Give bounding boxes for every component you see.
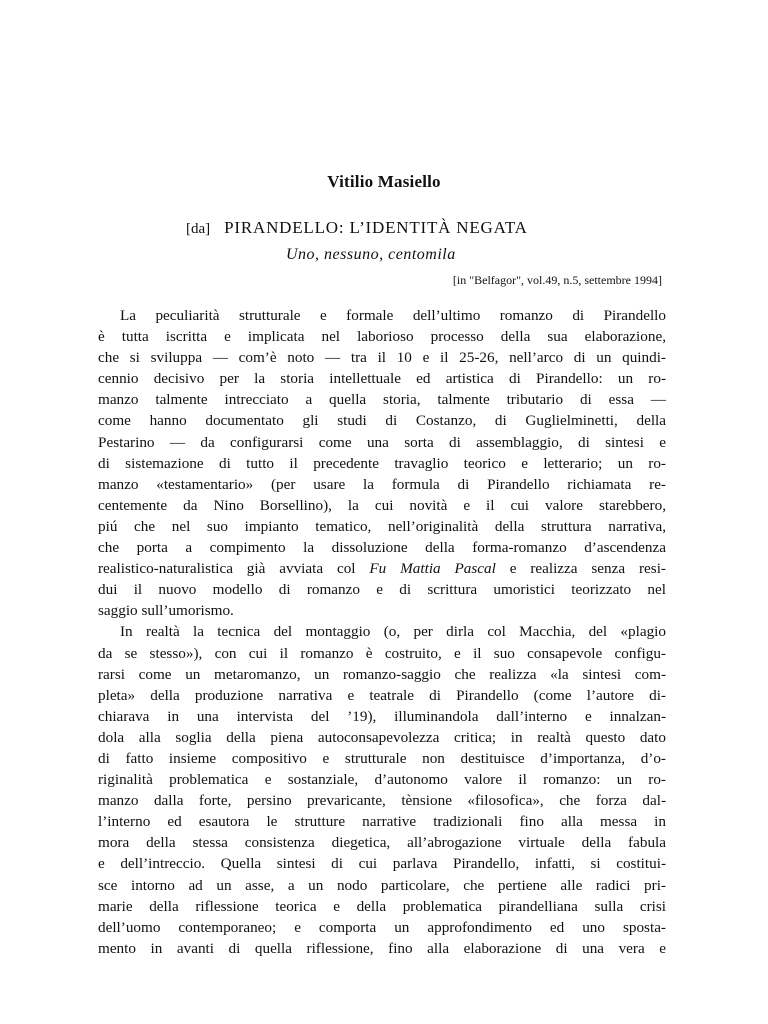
book-title-italic: Fu Mattia Pascal	[369, 560, 496, 578]
text-line: centemente da Nino Borsellino), la cui novità e il cui valore starebbero,	[98, 496, 666, 514]
text-line: Pestarino — da configurarsi come una sorta di assemblaggio, di sintesi e	[98, 433, 666, 451]
text-line: mento in avanti di quella riflessione, fino alla elaborazione di una vera e	[98, 939, 666, 957]
text-line: riginalità problematica e sostanziale, d’autonomo valore il romanzo: un ro-	[98, 771, 666, 789]
text-line	[98, 558, 666, 579]
body-text	[98, 305, 666, 959]
text-line: che porta a compimento la dissoluzione della forma-romanzo d’ascendenza	[98, 539, 666, 557]
text-line: manzo talmente intrecciato a quella storia, talmente tributario di essa —	[98, 391, 666, 409]
text-line: di fatto insieme compositivo e strutturale non destituisce d’importanza, d’o-	[98, 749, 666, 767]
text-line: manzo «testamentario» (per usare la formula di Pirandello richiamata re-	[98, 475, 666, 493]
text-line: pleta» della produzione narrativa e teatrale di Pirandello (come l’autore di-	[98, 686, 666, 704]
title-prefix: [da]	[186, 221, 211, 237]
article-subtitle: Uno, nessuno, centomila	[286, 246, 456, 263]
text-line: di sistemazione di tutto il precedente travaglio teorico e letterario; un ro-	[98, 454, 666, 472]
text-line: sce intorno ad un asse, a un nodo particolare, che pertiene alle radici pri-	[98, 876, 666, 894]
title-line	[186, 218, 528, 238]
text-line: piú che nel suo impianto tematico, nell’originalità della struttura narrativa,	[98, 517, 666, 535]
text-line: e dell’intreccio. Quella sintesi di cui parlava Pirandello, infatti, si costitui-	[98, 855, 666, 873]
source-citation: [in "Belfagor", vol.49, n.5, settembre 1994]	[452, 273, 662, 287]
text-line: l’interno ed esautora le strutture narrative tradizionali fino alla messa in	[98, 813, 666, 831]
text-line: dui il nuovo modello di romanzo e di scrittura umoristici teorizzato nel	[98, 581, 666, 599]
text-line: come hanno documentato gli studi di Costanzo, di Guglielminetti, della	[98, 412, 666, 430]
text-line: è tutta iscritta e implicata nel laborioso processo della sua elaborazione,	[98, 328, 666, 346]
text-line: dola alla soglia della piena autoconsapevolezza critica; in realtà questo dato	[98, 728, 666, 746]
text-line: rarsi come un metaromanzo, un romanzo-saggio che realizza «la sintesi com-	[98, 665, 666, 683]
text-line: dell’uomo contemporaneo; e comporta un approfondimento ed uno sposta-	[98, 918, 666, 936]
text-line: chiarava in una intervista del ’19), illuminandola dall’interno e innalzan-	[98, 707, 666, 725]
text-line: La peculiarità strutturale e formale dell’ultimo romanzo di Pirandello	[120, 307, 666, 324]
text-line: In realtà la tecnica del montaggio (o, per dirla col Macchia, del «plagio	[120, 623, 666, 641]
text-line: saggio sull’umorismo.	[98, 602, 234, 620]
text-line: da se stesso»), con cui il romanzo è costruito, e il suo consapevole configu-	[98, 644, 666, 662]
author-name: Vitilio Masiello	[327, 172, 441, 191]
text-line: che si sviluppa — com’è noto — tra il 10 e il 25-26, nell’arco di un quindi-	[98, 349, 666, 367]
text-line: marie della riflessione teorica e della problematica pirandelliana sulla crisi	[98, 897, 666, 915]
text-segment: e realizza senza resi-	[495, 560, 666, 578]
text-segment: realistico-naturalistica già avviata col	[98, 560, 370, 578]
text-line: manzo dalla forte, persino prevaricante, tènsione «filosofica», che forza dal-	[98, 792, 666, 810]
text-line: mora della stessa consistenza diegetica, all’abrogazione virtuale della fabula	[98, 834, 666, 852]
text-line: cennio decisivo per la storia intellettuale ed artistica di Pirandello: un ro-	[98, 370, 666, 388]
article-title: PIRANDELLO: L’IDENTITÀ NEGATA	[224, 218, 528, 237]
